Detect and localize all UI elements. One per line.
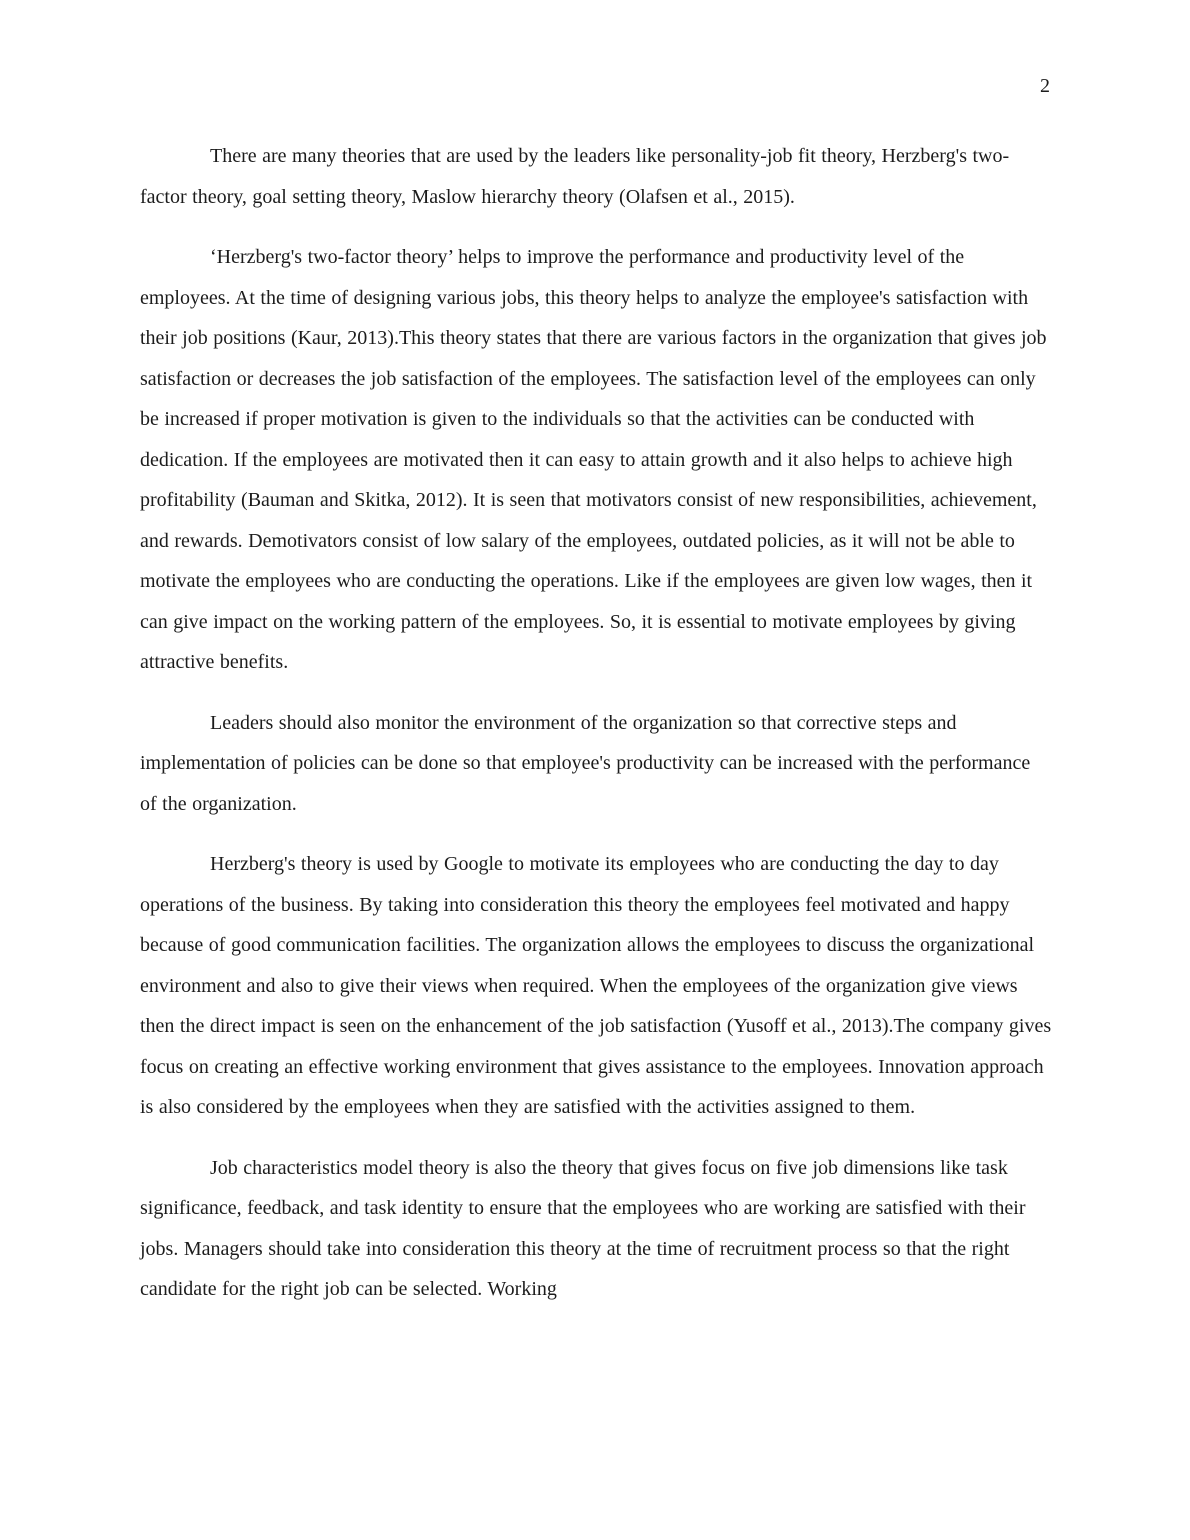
paragraph-2: ‘Herzberg's two-factor theory’ helps to improve the performance and productivity level of the employees. At the time of designing various jobs, this theory helps to analyze the employee's satisfaction with their job positions (Kaur, 2013).This theory states that there are various factors in the organization that gives job satisfaction or decreases the job satisfaction of the employees. The satisfaction level of the employees can only be increased if proper motivation is given to the individuals so that the activities can be conducted with dedication. If the employees are motivated then it can easy to attain growth and it also helps to achieve high profitability (Bauman and Skitka, 2012). It is seen that motivators consist of new responsibilities, achievement, and rewards. Demotivators consist of low salary of the employees, outdated policies, as it will not be able to motivate the employees who are conducting the operations. Like if the employees are given low wages, then it can give impact on the working pattern of the employees. So, it is essential to motivate employees by giving attractive benefits. xyxy=(140,246,1047,673)
paragraph-4: Herzberg's theory is used by Google to motivate its employees who are conducting the day to day operations of the business. By taking into consideration this theory the employees feel motivated and happy because of good communication facilities. The organization allows the employees to discuss the organizational environment and also to give their views when required. When the employees of the organization give views then the direct impact is seen on the enhancement of the job satisfaction (Yusoff et al., 2013).The company gives focus on creating an effective working environment that gives assistance to the employees. Innovation approach is also considered by the employees when they are satisfied with the activities assigned to them. xyxy=(140,853,1052,1118)
paragraph-1: There are many theories that are used by the leaders like personality-job fit theory, Herzberg's two-factor theory, goal setting theory, Maslow hierarchy theory (Olafsen et al., 2015). xyxy=(140,145,1010,208)
paragraph-5: Job characteristics model theory is also the theory that gives focus on five job dimensions like task significance, feedback, and task identity to ensure that the employees who are working are satisfied with their jobs. Managers should take into consideration this theory at the time of recruitment process so that the right candidate for the right job can be selected. Working xyxy=(140,1156,1026,1300)
page-number: 2 xyxy=(1040,75,1050,97)
document-body xyxy=(140,136,1052,1330)
paragraph-3: Leaders should also monitor the environment of the organization so that corrective steps and implementation of policies can be done so that employee's productivity can be increased with the performance of the organization. xyxy=(140,711,1031,815)
